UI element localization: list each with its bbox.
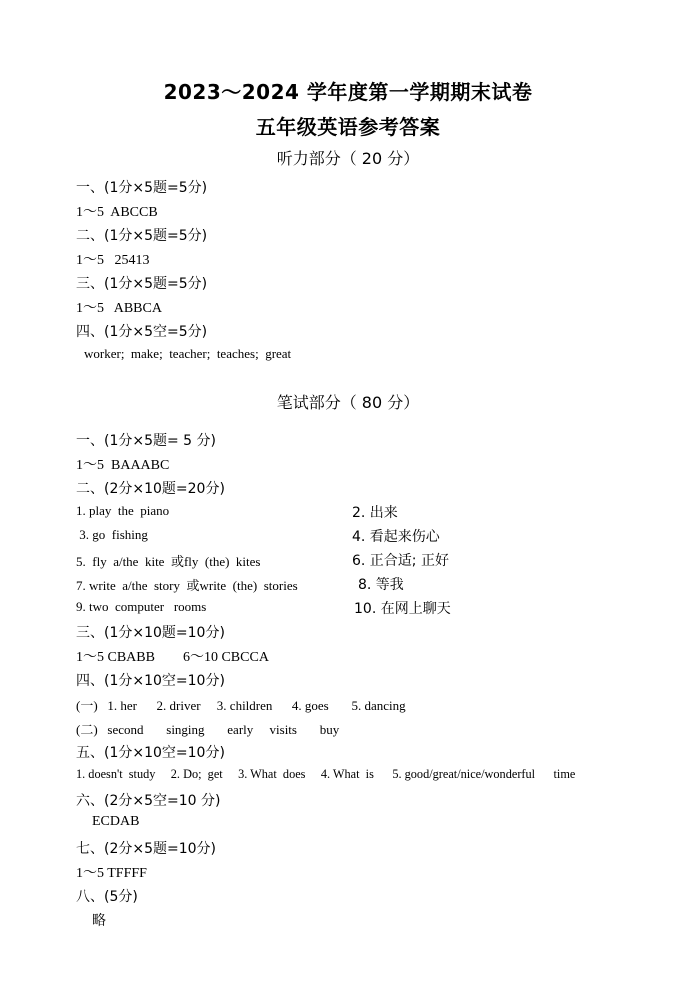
writing-part4-heading: 四、(1分×10空=10分) <box>76 673 225 689</box>
writing-part4-line1: (一) 1. her 2. driver 3. children 4. goes 5. dancing <box>76 698 406 713</box>
writing-part2-item-8: 8. 等我 <box>358 577 404 593</box>
writing-part7-answers: 1～5 TFFFF <box>76 866 147 881</box>
writing-part2-item-9: 9. two computer rooms <box>76 599 207 614</box>
listening-part3-heading: 三、(1分×5题=5分) <box>76 276 208 292</box>
writing-part7-heading: 七、(2分×5题=10分) <box>76 841 217 857</box>
writing-part2-item-4: 4. 看起来伤心 <box>352 529 440 545</box>
writing-part6-heading: 六、(2分×5空=10 分) <box>76 793 221 809</box>
writing-part5-answers: 1. doesn't study 2. Do; get 3. What does 4. What is 5. good/great/nice/wonderful time <box>76 767 576 781</box>
writing-part3-answers: 1～5 CBABB 6～10 CBCCA <box>76 650 269 665</box>
writing-part2-item-6: 6. 正合适; 正好 <box>352 553 449 569</box>
writing-part2-item-7: 7. write a/the story 或write (the) stories <box>76 578 298 593</box>
writing-part1-answers: 1～5 BAAABC <box>76 458 170 473</box>
listening-section-header: 听力部分（ 20 分） <box>276 149 420 168</box>
listening-part1-heading: 一、(1分×5题=5分) <box>76 180 208 196</box>
writing-part2-item-5: 5. fly a/the kite 或fly (the) kites <box>76 554 261 569</box>
writing-part1-heading: 一、(1分×5题= 5 分) <box>76 433 217 449</box>
listening-part4-heading: 四、(1分×5空=5分) <box>76 324 208 340</box>
writing-part2-item-1: 1. play the piano <box>76 503 170 518</box>
listening-part3-answers: 1～5 ABBCA <box>76 301 162 316</box>
writing-part8-answers: 略 <box>92 913 106 929</box>
exam-title: 2023～2024 学年度第一学期期末试卷 <box>163 80 533 104</box>
writing-part2-item-2: 2. 出来 <box>352 505 398 521</box>
writing-section-header: 笔试部分（ 80 分） <box>276 393 420 412</box>
writing-part5-heading: 五、(1分×10空=10分) <box>76 745 225 761</box>
writing-part6-answers: ECDAB <box>92 814 140 829</box>
listening-part2-heading: 二、(1分×5题=5分) <box>76 228 208 244</box>
writing-part2-item-10: 10. 在网上聊天 <box>354 601 451 617</box>
listening-part2-answers: 1～5 25413 <box>76 253 150 268</box>
writing-part2-heading: 二、(2分×10题=20分) <box>76 481 225 497</box>
writing-part4-line2: (二) second singing early visits buy <box>76 722 340 737</box>
listening-part1-answers: 1～5 ABCCB <box>76 205 158 220</box>
exam-subtitle: 五年级英语参考答案 <box>255 115 441 139</box>
writing-part2-item-3: 3. go fishing <box>76 527 148 542</box>
writing-part3-heading: 三、(1分×10题=10分) <box>76 625 225 641</box>
listening-part4-answers: worker; make; teacher; teaches; great <box>84 346 292 361</box>
writing-part8-heading: 八、(5分) <box>76 889 138 905</box>
